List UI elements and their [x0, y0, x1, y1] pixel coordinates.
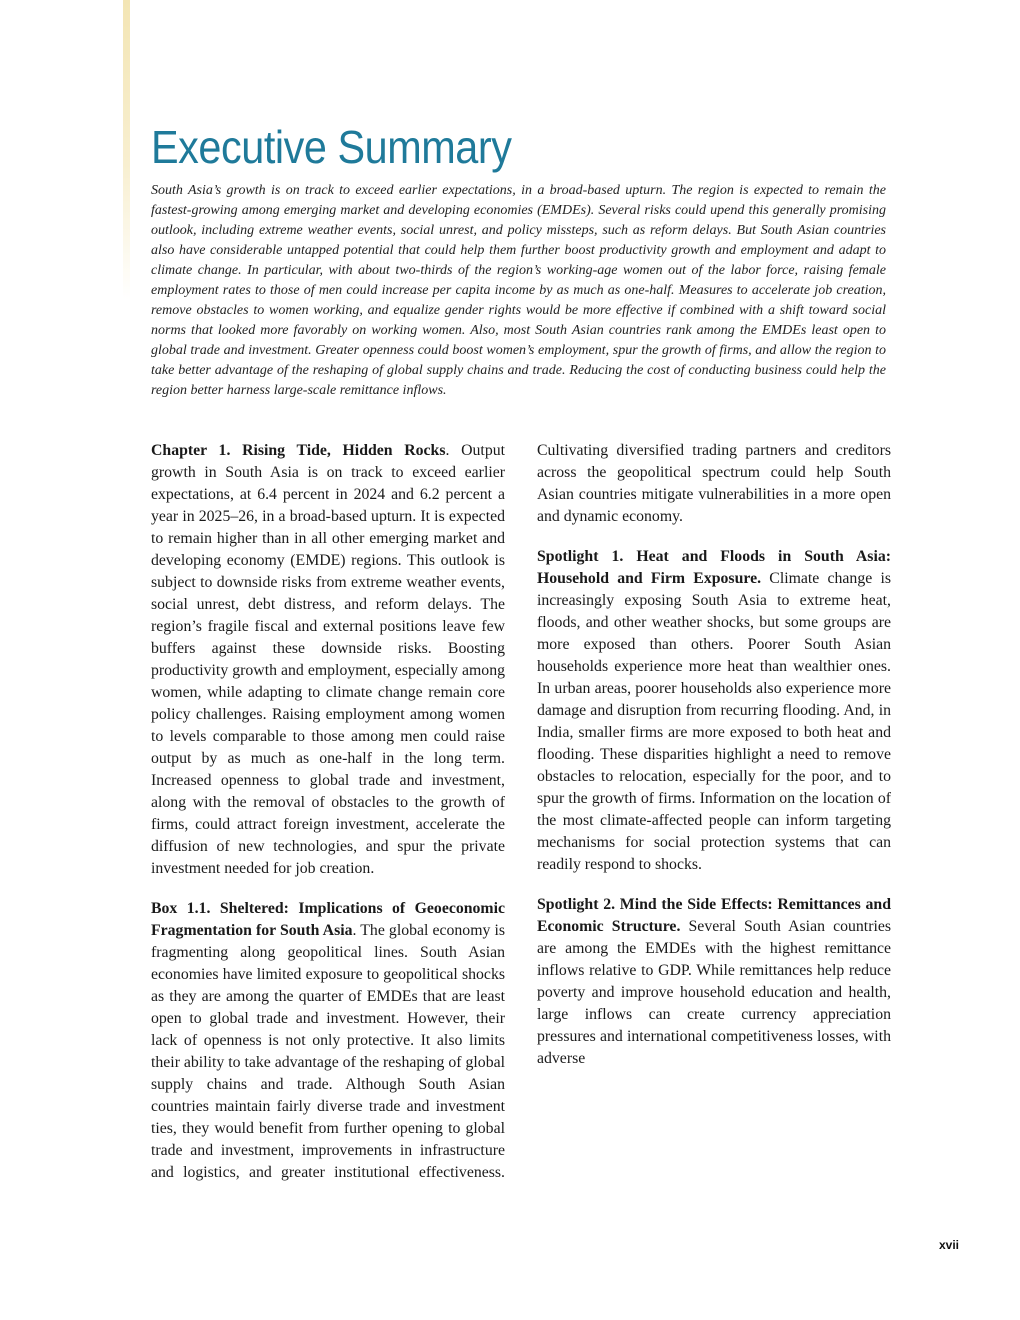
- spotlight1-heading: Spotlight 1. Heat and Floods in South Asia: Household and Firm Exposure.: [537, 548, 891, 587]
- summary-intro: South Asia’s growth is on track to exceed earlier expectations, in a broad-based upturn. The region is expected to remain the fastest-growing among emerging market and developing economies (EMDEs). Several risks could upend this generally promising outlook, including extreme weather events, social unrest, and policy missteps, such as reform delays. But South Asian countries also have considerable untapped potential that could help them further boost productivity growth and employment and adapt to climate change. In particular, with about two-thirds of the region’s working-age women out of the labor force, raising female employment rates to those of men could increase per capita income by as much as one-half. Measures to accelerate job creation, remove obstacles to women working, and equalize gender rights would be more effective if combined with a shift toward social norms that looked more favorably on working women. Also, most South Asian countries rank among the EMDEs least open to global trade and investment. Greater openness could boost women’s employment, spur the growth of firms, and allow the region to take better advantage of the reshaping of global supply chains and trade. Reducing the cost of conducting business could help the region better harness large-scale remittance inflows.: [151, 183, 886, 398]
- right-column: [537, 440, 891, 1088]
- page-title: Executive Summary: [151, 121, 512, 173]
- chapter1-body: . Output growth in South Asia is on track to exceed earlier expectations, at 6.4 percent in 2024 and 6.2 percent a year in 2025–26, in a broad-based upturn. It is expected to remain higher than in all other emerging market and developing economy (EMDE) regions. This outlook is subject to downside risks from extreme weather events, social unrest, debt distress, and reform delays. The region’s fragile fiscal and external positions leave few buffers against these downside risks. Boosting productivity growth and employment, especially among women, while adapting to climate change remain core policy challenges. Raising employment among women to levels comparable to those among men could raise output by as much as one-half in the long term. Increased openness to global trade and investment, along with the removal of obstacles to the growth of firms, could attract foreign investment, accelerate the diffusion of new technologies, and spur the private investment needed for job creation.: [151, 442, 506, 877]
- chapter1-paragraph: [151, 440, 505, 880]
- spotlight2-body: Several South Asian countries are among the EMDEs with the highest remittance inflows relative to GDP. While remittances help reduce poverty and improve household education and health, large inflows can create currency appreciation pressures and international competitiveness losses, with adverse: [537, 918, 892, 1067]
- box11-body-continued: Cultivating diversified trading partners and creditors across the geopolitical spectrum could help South Asian countries mitigate vulnerabilities in a more open and dynamic economy.: [537, 442, 891, 525]
- spotlight2-paragraph: [537, 894, 891, 1070]
- box11-paragraph-continued: [537, 440, 891, 528]
- spotlight2-heading: Spotlight 2. Mind the Side Effects: Remittances and Economic Structure.: [537, 896, 891, 935]
- chapter1-heading: Chapter 1. Rising Tide, Hidden Rocks: [151, 442, 446, 459]
- spotlight1-paragraph: [537, 546, 891, 876]
- box11-paragraph-start: [151, 898, 505, 1184]
- page-edge-accent: [123, 0, 130, 300]
- left-column: [151, 440, 505, 1184]
- spotlight1-body: Climate change is increasingly exposing South Asia to extreme heat, floods, and other weather shocks, but some groups are more exposed than others. Poorer South Asian households experience more heat than wealthier ones. In urban areas, poorer households also experience more damage and disruption from recurring flooding. And, in India, smaller firms are more exposed to both heat and flooding. These disparities highlight a need to remove obstacles to relocation, especially for the poor, and to spur the growth of firms. Information on the location of the most climate-affected people can inform targeting mechanisms for social protection systems that can readily respond to shocks.: [537, 570, 891, 873]
- box11-heading: Box 1.1. Sheltered: Implications of Geoeconomic Fragmentation for South Asia: [151, 900, 505, 939]
- box11-body-start: . The global economy is fragmenting along geopolitical lines. South Asian economies have limited exposure to geopolitical shocks as they are among the quarter of EMDEs that are least open to global trade and investment. However, their lack of openness is not only protective. It also limits their ability to take advantage of the reshaping of global supply chains and trade. Although South Asian countries maintain fairly diverse trade and investment ties, they would benefit from further opening to global trade and investment, improvements in infrastructure and logistics, and greater institutional effectiveness.: [151, 922, 506, 1181]
- page-number: xvii: [938, 1238, 959, 1252]
